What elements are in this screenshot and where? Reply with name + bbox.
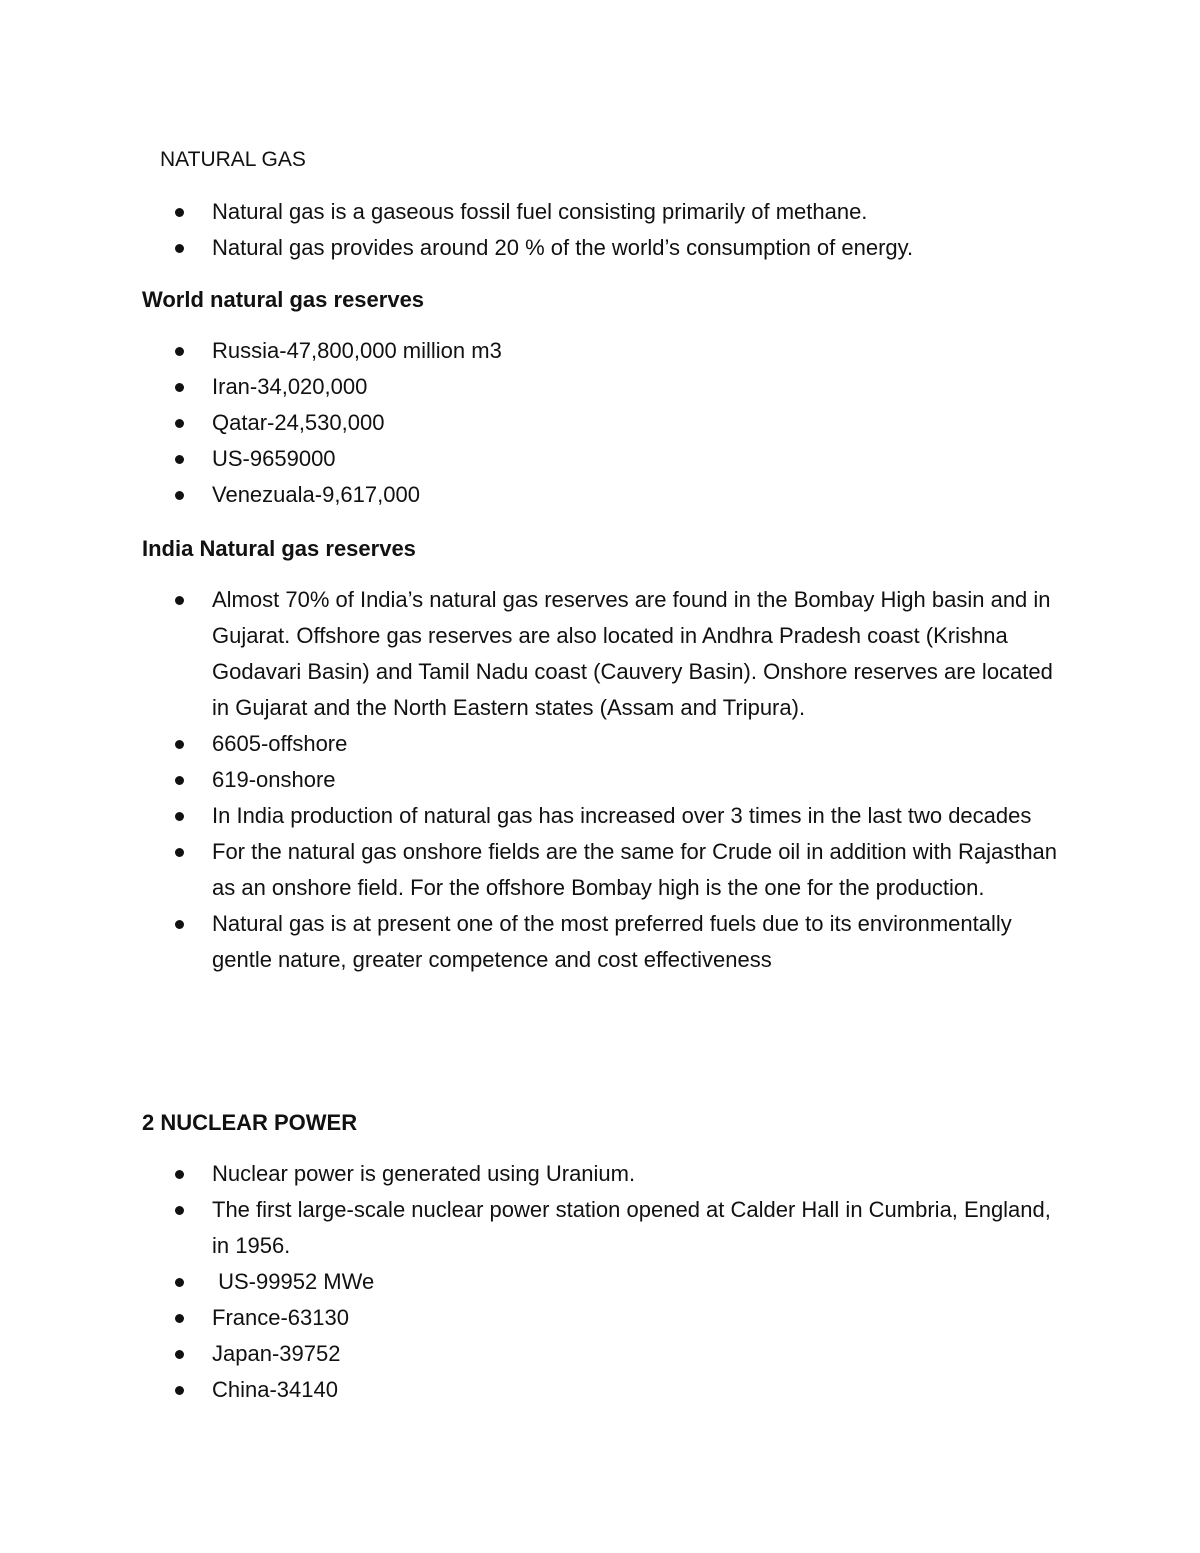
- list-item: Japan-39752: [0, 1336, 1072, 1372]
- india-reserves-list: [0, 582, 1200, 978]
- bullet-icon: [175, 1350, 184, 1359]
- list-item: Russia-47,800,000 million m3: [0, 333, 1072, 369]
- section-heading-nuclear-power: 2 NUCLEAR POWER: [142, 1110, 358, 1135]
- list-item: Iran-34,020,000: [0, 369, 1072, 405]
- list-item: For the natural gas onshore fields are the same for Crude oil in addition with Rajasthan as an onshore field. For the offshore Bombay high is the one for the production.: [0, 834, 1072, 906]
- bullet-icon: [175, 1278, 184, 1287]
- bullet-icon: [175, 455, 184, 464]
- bullet-icon: [175, 383, 184, 392]
- bullet-icon: [175, 1206, 184, 1215]
- bullet-icon: [175, 596, 184, 605]
- bullet-icon: [175, 848, 184, 857]
- bullet-icon: [175, 1386, 184, 1395]
- bullet-icon: [175, 1314, 184, 1323]
- list-item: 619-onshore: [0, 762, 1072, 798]
- nuclear-power-list: [0, 1156, 1200, 1408]
- list-item: US-99952 MWe: [0, 1264, 1072, 1300]
- list-item: Qatar-24,530,000: [0, 405, 1072, 441]
- list-item: 6605-offshore: [0, 726, 1072, 762]
- list-item: Natural gas is a gaseous fossil fuel consisting primarily of methane.: [0, 194, 1072, 230]
- bullet-icon: [175, 244, 184, 253]
- list-item: Nuclear power is generated using Uranium.: [0, 1156, 1072, 1192]
- list-item: Almost 70% of India’s natural gas reserves are found in the Bombay High basin and in Gujarat. Offshore gas reserves are also located in Andhra Pradesh coast (Krishna Godavari Basin) and Tamil Nadu coast (Cauvery Basin). Onshore reserves are located in Gujarat and the North Eastern states (Assam and Tripura).: [0, 582, 1072, 726]
- list-item: France-63130: [0, 1300, 1072, 1336]
- world-reserves-list: [0, 333, 1200, 513]
- bullet-icon: [175, 491, 184, 500]
- bullet-icon: [175, 920, 184, 929]
- bullet-icon: [175, 776, 184, 785]
- list-item: Venezuala-9,617,000: [0, 477, 1072, 513]
- bullet-icon: [175, 419, 184, 428]
- natural-gas-list: [0, 194, 1200, 266]
- list-item: Natural gas is at present one of the most preferred fuels due to its environmentally gentle nature, greater competence and cost effectiveness: [0, 906, 1072, 978]
- list-item: China-34140: [0, 1372, 1072, 1408]
- section-heading-natural-gas: NATURAL GAS: [160, 148, 306, 171]
- bullet-icon: [175, 208, 184, 217]
- list-item: US-9659000: [0, 441, 1072, 477]
- section-heading-india-reserves: India Natural gas reserves: [142, 536, 416, 561]
- bullet-icon: [175, 812, 184, 821]
- list-item: Natural gas provides around 20 % of the world’s consumption of energy.: [0, 230, 1072, 266]
- bullet-icon: [175, 347, 184, 356]
- bullet-icon: [175, 740, 184, 749]
- section-heading-world-reserves: World natural gas reserves: [142, 287, 425, 312]
- list-item: In India production of natural gas has increased over 3 times in the last two decades: [0, 798, 1072, 834]
- list-item: The first large-scale nuclear power station opened at Calder Hall in Cumbria, England, in 1956.: [0, 1192, 1072, 1264]
- bullet-icon: [175, 1170, 184, 1179]
